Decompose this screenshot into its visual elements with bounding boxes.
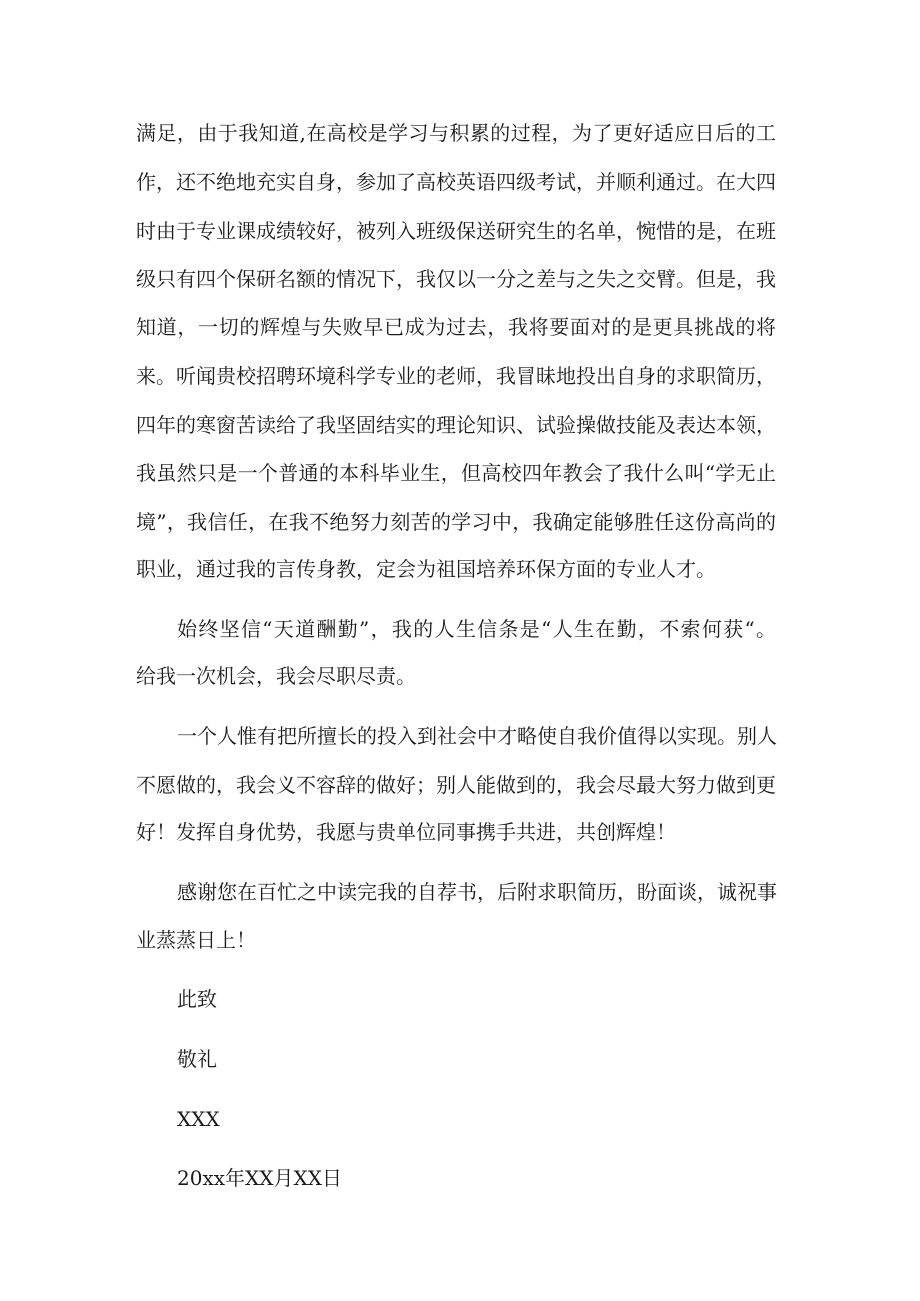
paragraph-1-line: 级只有四个保研名额的情况下，我仅以一分之差与之失之交臂。但是，我 bbox=[136, 267, 776, 291]
paragraph-3-line: 好！发挥自身优势，我愿与贵单位同事携手共进，共创辉煌！ bbox=[136, 820, 676, 844]
signature: XXX bbox=[177, 1107, 220, 1131]
paragraph-2-line: 始终坚信“天道酬勤”，我的人生信条是“人生在勤，不索何获“。 bbox=[177, 617, 776, 641]
closing-salutation: 此致 bbox=[177, 987, 217, 1011]
closing-regards: 敬礼 bbox=[177, 1047, 217, 1071]
paragraph-4-line: 感谢您在百忙之中读完我的自荐书，后附求职简历，盼面谈，诚祝事 bbox=[177, 880, 777, 904]
paragraph-1-line: 作，还不绝地充实自身，参加了高校英语四级考试，并顺利通过。在大四 bbox=[136, 170, 776, 194]
paragraph-1-line: 来。听闻贵校招聘环境科学专业的老师，我冒昧地投出自身的求职简历， bbox=[136, 364, 776, 388]
paragraph-1-line: 满足，由于我知道,在高校是学习与积累的过程，为了更好适应日后的工 bbox=[136, 121, 776, 145]
paragraph-4-line: 业蒸蒸日上！ bbox=[136, 928, 256, 952]
paragraph-3-line: 一个人惟有把所擅长的投入到社会中才略使自我价值得以实现。别人 bbox=[177, 724, 777, 748]
paragraph-1-line: 境”，我信任，在我不绝努力刻苦的学习中，我确定能够胜任这份高尚的 bbox=[136, 510, 776, 534]
paragraph-2-line: 给我一次机会，我会尽职尽责。 bbox=[136, 664, 416, 688]
letter-date: 20xx年XX月XX日 bbox=[177, 1166, 342, 1190]
paragraph-1-line: 知道，一切的辉煌与失败早已成为过去，我将要面对的是更具挑战的将 bbox=[136, 315, 776, 339]
paragraph-1-line: 四年的寒窗苦读给了我坚固结实的理论知识、试验操做技能及表达本领， bbox=[136, 413, 776, 437]
paragraph-1-line: 职业，通过我的言传身教，定会为祖国培养环保方面的专业人才。 bbox=[136, 557, 716, 581]
paragraph-3-line: 不愿做的，我会义不容辞的做好；别人能做到的，我会尽最大努力做到更 bbox=[136, 773, 776, 797]
paragraph-1-line: 我虽然只是一个普通的本科毕业生，但高校四年教会了我什么叫“学无止 bbox=[136, 461, 776, 485]
paragraph-1-line: 时由于专业课成绩较好，被列入班级保送研究生的名单，惋惜的是，在班 bbox=[136, 219, 776, 243]
